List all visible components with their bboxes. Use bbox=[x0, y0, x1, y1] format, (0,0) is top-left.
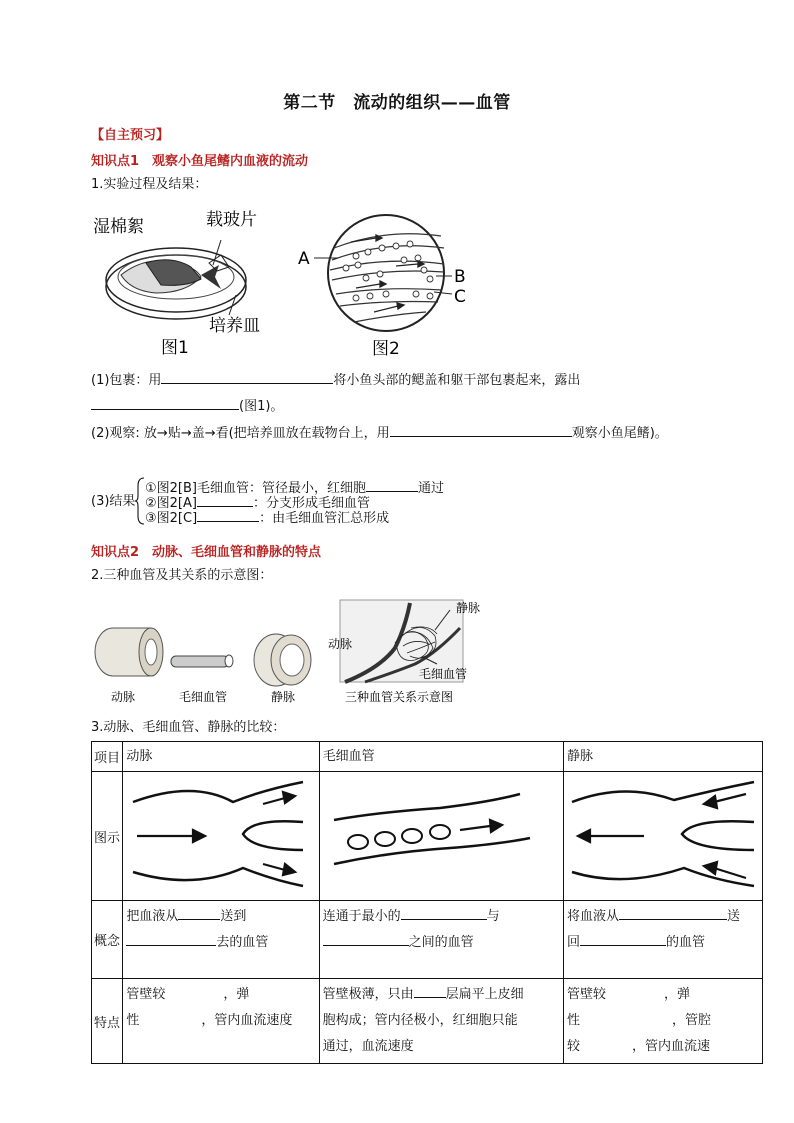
result-1: ①图2[B]毛细血管：管径最小，红细胞 通过 bbox=[145, 481, 445, 496]
blank-observe-tool[interactable] bbox=[390, 424, 572, 437]
label-b: B bbox=[454, 267, 466, 287]
caption-fig1: 图1 bbox=[161, 338, 189, 358]
label-vein: 静脉 bbox=[271, 690, 296, 704]
wrap-line-1: (1)包裹：用 将小鱼头部的鳃盖和躯干部包裹起来，露出 bbox=[91, 373, 581, 388]
wrap-line-2: (图1)。 bbox=[91, 397, 283, 415]
table-row-concept bbox=[92, 901, 763, 979]
label-artery: 动脉 bbox=[111, 690, 136, 704]
diagram-capillary bbox=[319, 772, 563, 901]
header-capillary: 毛细血管 bbox=[319, 742, 563, 772]
result-brace bbox=[135, 476, 145, 526]
relation-label-vein: 静脉 bbox=[456, 601, 481, 615]
row-label-concept: 概念 bbox=[92, 901, 123, 979]
relation-caption: 三种血管关系示意图 bbox=[345, 690, 454, 704]
relation-label-capillary: 毛细血管 bbox=[419, 667, 468, 681]
concept-capillary: 连通于最小的 与 之间的血管 bbox=[319, 901, 563, 979]
caption-fig2: 图2 bbox=[372, 339, 400, 359]
header-item: 项目 bbox=[92, 742, 123, 772]
row-label-feature: 特点 bbox=[92, 979, 123, 1064]
diagram-vein bbox=[564, 772, 763, 901]
kp1-heading: 知识点1 观察小鱼尾鳍内血液的流动 bbox=[91, 154, 309, 169]
row-label-diagram: 图示 bbox=[92, 772, 123, 901]
relation-label-artery: 动脉 bbox=[328, 637, 353, 651]
kp2-heading: 知识点2 动脉、毛细血管和静脉的特点 bbox=[91, 545, 322, 560]
concept-artery: 把血液从 送到 去的血管 bbox=[123, 901, 319, 979]
concept-vein: 将血液从 送 回 的血管 bbox=[564, 901, 763, 979]
label-dish: 培养皿 bbox=[209, 316, 260, 336]
feature-capillary: 管壁极薄，只由 层扁平上皮细 胞构成；管内径极小，红细胞只能 通过，血流速度 bbox=[319, 979, 563, 1064]
question-1: 1.实验过程及结果： bbox=[91, 177, 208, 192]
blank-wrap-material[interactable] bbox=[161, 371, 333, 384]
feature-vein: 管壁较 ，弹 性 ，管腔 较 ，管内血流速 bbox=[564, 979, 763, 1064]
table-header-row bbox=[92, 742, 763, 772]
result-2: ②图2[A] ：分支形成毛细血管 bbox=[145, 496, 370, 511]
blank-feature-cap-layers[interactable] bbox=[414, 985, 446, 998]
blank-concept-vein-from[interactable] bbox=[619, 907, 727, 920]
result-prefix: (3)结果 bbox=[91, 494, 136, 509]
blank-concept-artery-from[interactable] bbox=[178, 907, 220, 920]
header-vein: 静脉 bbox=[564, 742, 763, 772]
feature-artery: 管壁较 ，弹 性 ，管内血流速度 bbox=[123, 979, 319, 1064]
label-slide: 载玻片 bbox=[206, 210, 257, 230]
section-preview: 【自主预习】 bbox=[91, 128, 170, 143]
result-3: ③图2[C] ：由毛细血管汇总形成 bbox=[145, 511, 390, 526]
label-c: C bbox=[454, 287, 466, 307]
label-capillary: 毛细血管 bbox=[179, 690, 228, 704]
question-3: 3.动脉、毛细血管、静脉的比较： bbox=[91, 720, 286, 735]
blank-concept-artery-to[interactable] bbox=[126, 933, 216, 946]
label-a: A bbox=[298, 249, 310, 269]
label-cotton: 湿棉絮 bbox=[93, 217, 144, 237]
question-2: 2.三种血管及其关系的示意图： bbox=[91, 568, 273, 583]
table-row-diagram bbox=[92, 772, 763, 901]
header-artery: 动脉 bbox=[123, 742, 319, 772]
page-title: 第二节 流动的组织——血管 bbox=[283, 93, 511, 113]
blank-concept-cap-1[interactable] bbox=[401, 907, 487, 920]
blank-vessel-c[interactable] bbox=[197, 509, 259, 522]
observe-line: (2)观察: 放→贴→盖→看(把培养皿放在载物台上，用 观察小鱼尾鳍)。 bbox=[91, 426, 668, 441]
blank-vessel-a[interactable] bbox=[197, 494, 253, 507]
blank-concept-vein-to[interactable] bbox=[580, 933, 666, 946]
comparison-table bbox=[91, 741, 763, 1064]
figure-2 bbox=[296, 208, 476, 360]
relation-figure bbox=[325, 598, 495, 710]
diagram-artery bbox=[123, 772, 319, 901]
figure-1 bbox=[91, 205, 291, 360]
blank-wrap-exposed[interactable] bbox=[91, 397, 239, 410]
table-row-feature bbox=[92, 979, 763, 1064]
blank-concept-cap-2[interactable] bbox=[323, 933, 409, 946]
vessels-figure bbox=[91, 600, 331, 710]
blank-rbc[interactable] bbox=[366, 479, 418, 492]
